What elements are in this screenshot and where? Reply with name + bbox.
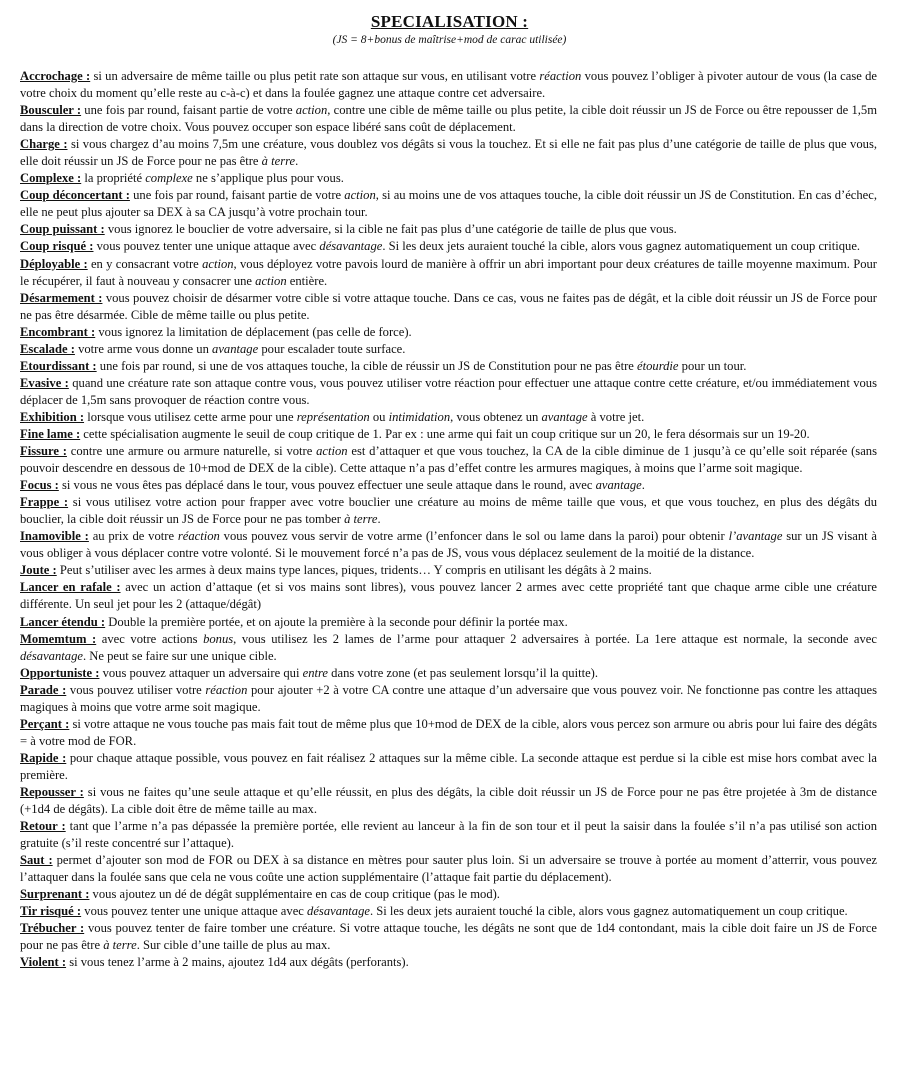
entry-description xyxy=(20,444,877,475)
entry-description xyxy=(20,717,877,748)
specialisation-entry xyxy=(20,903,877,920)
entry-description xyxy=(84,410,644,424)
entry-description xyxy=(97,359,747,373)
description-text: avec votre actions xyxy=(96,631,204,646)
entry-description xyxy=(20,188,877,219)
entry-description xyxy=(93,239,860,253)
description-text: si un adversaire de même taille ou plus petit rate son attaque sur vous, en utilisant votre xyxy=(90,69,540,83)
description-text: pour un tour. xyxy=(678,358,747,373)
emphasis-text: avantage xyxy=(595,478,642,493)
description-text: dans votre zone (et pas seulement lorsqu’il la quitte). xyxy=(328,665,599,680)
description-text: . Si les deux jets auraient touché la cible, alors vous gagnez automatiquement un coup critique. xyxy=(382,239,861,254)
specialisation-entry xyxy=(20,528,877,562)
description-text: une fois par round, faisant partie de votre xyxy=(81,103,296,118)
entry-term: Tir risqué : xyxy=(20,904,82,919)
emphasis-text: avantage xyxy=(212,341,259,356)
description-text: contre une armure ou armure naturelle, si votre xyxy=(66,444,317,459)
description-text: est d’attaquer et que vous touchez, la CA de la cible diminue de 1 jusqu’à ce qu’elle soit réparée (sans pouvoir descendre en dessous de 10+mod de DEX de la cible). Cette attaque n’a pas d’effet contre les armures magiques, à moins que l’arme soit magique. xyxy=(20,444,877,476)
specialisation-entry xyxy=(20,68,877,102)
entry-term: Violent : xyxy=(20,955,67,970)
specialisation-entry xyxy=(20,170,877,187)
specialisation-entry xyxy=(20,920,877,954)
description-text: vous pouvez tenter une unique attaque avec xyxy=(81,904,308,919)
entry-term: Inamovible : xyxy=(20,529,89,544)
description-text: vous pouvez vous servir de votre arme (l’enfoncer dans le sol ou lame dans la paroi) pour obtenir xyxy=(219,529,729,544)
description-text: si vous ne vous êtes pas déplacé dans le tour, vous pouvez effectuer une seule attaque dans le round, avec xyxy=(58,478,596,493)
description-text: . Sur cible d’une taille de plus au max. xyxy=(136,938,331,953)
description-text: vous pouvez choisir de désarmer votre cible si votre attaque touche. Dans ce cas, vous ne faites pas de dégât, et la cible doit réussir un JS de Force pour ne pas être désarmée. Cible de même taille ou plus petite. xyxy=(20,290,877,322)
entry-term: Coup déconcertant : xyxy=(20,188,130,203)
description-text: avec un action d’attaque (et si vos mains sont libres), vous pouvez lancer 2 armes avec cette propriété tant que chaque arme cible une créature différente. Un seul jet pour les 2 (attaque/dégât) xyxy=(20,580,877,612)
entry-description xyxy=(20,257,877,288)
emphasis-text: action xyxy=(344,188,376,203)
description-text: , contre une cible de même taille ou plus petite, la cible doit réussir un JS de Force ou être repousser de 1,5m dans la direction de votre choix. Vous pouvez occuper son espace libéré sans coût de déplacement. xyxy=(20,103,877,135)
entry-description xyxy=(20,137,877,168)
emphasis-text: avantage xyxy=(541,409,588,424)
entry-description xyxy=(20,785,877,816)
description-text: vous pouvez l’obliger à pivoter autour de vous (la case de votre choix du moment qu’elle reste au c-à-c) et dans la foulée gagnez une attaque contre cet adversaire. xyxy=(20,69,877,101)
entry-term: Focus : xyxy=(20,478,59,493)
emphasis-text: action xyxy=(316,444,348,459)
specialisation-entry xyxy=(20,954,877,971)
description-text: si votre attaque ne vous touche pas mais fait tout de même plus que 10+mod de DEX de la cible, alors vous percez son armure ou abris pour lui faire des dégâts = à votre mod de FOR. xyxy=(20,716,877,748)
specialisation-entry xyxy=(20,375,877,409)
description-text: à votre jet. xyxy=(587,409,645,424)
entry-description xyxy=(20,819,877,850)
description-text: une fois par round, si une de vos attaques touche, la cible de réussir un JS de Constitution pour ne pas être xyxy=(96,358,638,373)
description-text: entière. xyxy=(286,273,328,288)
emphasis-text: action xyxy=(255,273,287,288)
description-text: lorsque vous utilisez cette arme pour une xyxy=(84,409,297,424)
entry-term: Coup risqué : xyxy=(20,239,94,254)
emphasis-text: réaction xyxy=(205,682,248,697)
description-text: si vous ne faites qu’une seule attaque et qu’elle réussit, en plus des dégâts, la cible doit réussir un JS de Force pour ne pas être projetée à 3m de distance (+1d4 de dégâts). La cible doit être de même taille au max. xyxy=(20,784,877,817)
entry-term: Evasive : xyxy=(20,375,69,390)
description-text: ou xyxy=(369,409,389,424)
emphasis-text: bonus xyxy=(203,631,234,646)
emphasis-text: à terre xyxy=(103,938,137,953)
description-text: vous pouvez attaquer un adversaire qui xyxy=(99,665,303,680)
entry-term: Saut : xyxy=(20,853,53,868)
description-text: vous pouvez utiliser votre xyxy=(66,682,206,697)
entry-term: Perçant : xyxy=(20,716,70,731)
specialisation-entry xyxy=(20,324,877,341)
description-text: . xyxy=(295,154,299,169)
entry-description xyxy=(20,751,877,782)
specialisation-entry xyxy=(20,443,877,477)
entry-description xyxy=(20,69,877,100)
specialisation-entry xyxy=(20,886,877,903)
specialisation-entry xyxy=(20,341,877,358)
specialisation-entry xyxy=(20,784,877,818)
specialisation-entry xyxy=(20,494,877,528)
description-text: pour ajouter +2 à votre CA contre une attaque d’un adversaire que vous pouvez voir. Ne fonctionne pas contre les attaques magiques à moins que votre arme soit magique. xyxy=(20,682,877,714)
entry-term: Exhibition : xyxy=(20,409,85,424)
description-text: si vous chargez d’au moins 7,5m une créature, vous doublez vos dégâts si vous la touchez. Et si elle ne fait pas plus d’une catégorie de taille de plus que vous, elle doit réussir un JS de Force pour ne pas être xyxy=(20,137,877,169)
emphasis-text: réaction xyxy=(539,69,582,83)
page-subtitle: (JS = 8+bonus de maîtrise+mod de carac utilisée) xyxy=(332,34,567,46)
entry-term: Désarmement : xyxy=(20,290,103,305)
description-text: . Si les deux jets auraient touché la cible, alors vous gagnez automatiquement un coup critique. xyxy=(369,904,848,919)
entry-term: Opportuniste : xyxy=(20,665,100,680)
description-text: . xyxy=(377,512,381,527)
specialisation-entry xyxy=(20,579,877,613)
entry-term: Surprenant : xyxy=(20,887,90,902)
entry-description xyxy=(20,529,877,560)
entry-description xyxy=(20,580,877,611)
page-title: SPECIALISATION : xyxy=(370,12,529,31)
entry-term: Repousser : xyxy=(20,784,84,799)
entry-description xyxy=(75,342,405,356)
entry-description xyxy=(80,427,810,441)
description-text: au prix de votre xyxy=(88,529,178,544)
specialisation-entry xyxy=(20,187,877,221)
entry-description xyxy=(95,325,411,339)
entry-term: Retour : xyxy=(20,819,66,834)
entry-description xyxy=(66,955,409,969)
entry-description xyxy=(105,615,568,629)
description-text: vous pouvez tenter de faire tomber une créature. Si votre attaque touche, les dégâts ne sont que de 1d4 contondant, mais la cible doit faire un JS de Force pour ne pas être xyxy=(20,921,877,953)
description-text: , vous déployez votre pavois lourd de manière à offrir un abri important pour deux créatures de taille moyenne maximum. Pour le récupérer, il faut à nouveau y consacrer une xyxy=(20,256,877,288)
entry-description xyxy=(57,563,652,577)
emphasis-text: étourdie xyxy=(637,358,679,373)
description-text: ne s’applique plus pour vous. xyxy=(192,171,344,186)
entry-term: Joute : xyxy=(20,563,57,578)
description-text: pour chaque attaque possible, vous pouvez en fait réalisez 2 attaques sur la même cible. La seconde attaque est perdue si la cible est mise hors combat avec la première. xyxy=(20,750,877,782)
entry-term: Déployable : xyxy=(20,256,88,271)
emphasis-text: désavantage xyxy=(307,904,370,919)
specialisation-entry xyxy=(20,238,877,255)
description-text: . xyxy=(641,478,645,493)
emphasis-text: à terre xyxy=(344,512,378,527)
entry-description xyxy=(20,495,877,526)
emphasis-text: intimidation xyxy=(388,409,451,424)
entry-description xyxy=(20,853,877,884)
description-text: votre arme vous donne un xyxy=(74,341,213,356)
entry-term: Rapide : xyxy=(20,750,67,765)
emphasis-text: action xyxy=(295,103,328,118)
description-text: , vous obtenez un xyxy=(450,409,542,424)
specialisation-entry xyxy=(20,614,877,631)
entry-term: Trébucher : xyxy=(20,921,85,936)
emphasis-text: à terre xyxy=(261,154,296,169)
specialisation-entry xyxy=(20,562,877,579)
description-text: Double la première portée, et on ajoute la première à la seconde pour définir la portée max. xyxy=(105,614,568,629)
specialisation-list xyxy=(20,68,877,971)
entry-term: Encombrant : xyxy=(20,324,96,339)
entry-description xyxy=(20,632,877,663)
emphasis-text: action xyxy=(202,256,234,271)
entry-description xyxy=(20,683,877,714)
description-text: sur un JS visant à vous obliger à vous déplacer contre votre volonté. Si le mouvement forcé n’a pas de JS, vous vous déplacez seulement de la moitié de la distance. xyxy=(20,529,878,561)
specialisation-entry xyxy=(20,477,877,494)
description-text: , vous utilisez les 2 lames de l’arme pour attaquer 2 adversaires à portée. La 1ere attaque est normale, la seconde avec xyxy=(233,631,877,646)
description-text: vous ajoutez un dé de dégât supplémentaire en cas de coup critique (pas le mod). xyxy=(89,887,500,902)
entry-description xyxy=(81,904,848,918)
emphasis-text: désavantage xyxy=(20,648,83,663)
entry-term: Escalade : xyxy=(20,341,75,356)
specialisation-entry xyxy=(20,426,877,443)
entry-term: Fissure : xyxy=(20,444,67,459)
entry-term: Accrochage : xyxy=(20,69,91,83)
description-text: tant que l’arme n’a pas dépassée la première portée, elle revient au lanceur à la fin de son tour et il peut la saisir dans la foulée s’il n’a pas utilisé son action gratuite (s’il reste concentré sur l’attaque). xyxy=(20,819,877,851)
entry-term: Etourdissant : xyxy=(20,358,97,373)
emphasis-text: l’avantage xyxy=(728,529,783,544)
specialisation-entry xyxy=(20,290,877,324)
entry-term: Frappe : xyxy=(20,495,69,510)
specialisation-entry xyxy=(20,256,877,290)
description-text: Peut s’utiliser avec les armes à deux mains type lances, piques, tridents… Y compris en utilisant les dégâts à 2 mains. xyxy=(56,563,652,578)
entry-description xyxy=(20,291,877,322)
specialisation-entry xyxy=(20,221,877,238)
description-text: vous ignorez la limitation de déplacement (pas celle de force). xyxy=(95,324,412,339)
description-text: si vous tenez l’arme à 2 mains, ajoutez 1d4 aux dégâts (perforants). xyxy=(66,955,409,970)
description-text: permet d’ajouter son mod de FOR ou DEX à sa distance en mètres pour sauter plus loin. Si un adversaire se trouve à portée au moment d’atterrir, vous pouvez l’attaquer dans la foulée sans que cela ne vous coûte une action supplémentaire (l’attaque fait partie du déplacement). xyxy=(20,853,877,885)
description-text: . Ne peut se faire sur une unique cible. xyxy=(82,648,277,663)
entry-description xyxy=(81,171,344,185)
entry-term: Charge : xyxy=(20,137,68,152)
description-text: une fois par round, faisant partie de votre xyxy=(129,188,345,203)
emphasis-text: représentation xyxy=(296,409,370,424)
entry-term: Complexe : xyxy=(20,171,82,186)
description-text: vous ignorez le bouclier de votre adversaire, si la cible ne fait pas plus d’une catégorie de taille de plus que vous. xyxy=(104,222,677,237)
entry-description xyxy=(59,478,645,492)
emphasis-text: réaction xyxy=(177,529,220,544)
entry-term: Fine lame : xyxy=(20,426,81,441)
entry-term: Bousculer : xyxy=(20,103,82,118)
entry-term: Lancer en rafale : xyxy=(20,580,121,595)
entry-description xyxy=(20,376,877,407)
specialisation-entry xyxy=(20,409,877,426)
entry-description xyxy=(89,887,500,901)
entry-term: Momemtum : xyxy=(20,631,97,646)
emphasis-text: désavantage xyxy=(319,239,383,254)
specialisation-entry xyxy=(20,136,877,170)
specialisation-entry xyxy=(20,682,877,716)
specialisation-entry xyxy=(20,665,877,682)
specialisation-entry xyxy=(20,818,877,852)
specialisation-entry xyxy=(20,750,877,784)
description-text: cette spécialisation augmente le seuil de coup critique de 1. Par ex : une arme qui fait un coup critique sur un 20, le fera désormais sur un 19-20. xyxy=(80,426,810,441)
description-text: la propriété xyxy=(81,171,146,186)
entry-description xyxy=(99,666,598,680)
emphasis-text: entre xyxy=(302,665,329,680)
description-text: quand une créature rate son attaque contre vous, vous pouvez utiliser votre réaction pour effectuer une attaque contre cette créature, et/ou immédiatement vous déplacer de 1,5m sans provoquer de réaction contre vous. xyxy=(20,375,877,407)
entry-description xyxy=(105,222,677,236)
specialisation-entry xyxy=(20,852,877,886)
specialisation-entry xyxy=(20,102,877,136)
specialisation-entry xyxy=(20,358,877,375)
entry-term: Lancer étendu : xyxy=(20,614,106,629)
description-text: si vous utilisez votre action pour frapper avec votre bouclier une créature au moins de même taille que vous, et que vous touchez, en plus des dégâts du bouclier, la cible doit réussir un JS de Force pour ne pas tomber xyxy=(20,495,877,527)
entry-term: Coup puissant : xyxy=(20,222,105,237)
emphasis-text: complexe xyxy=(145,171,193,186)
description-text: en y consacrant votre xyxy=(87,256,203,271)
specialisation-entry xyxy=(20,631,877,665)
entry-description xyxy=(20,921,877,952)
description-text: pour escalader toute surface. xyxy=(258,341,406,356)
entry-term: Parade : xyxy=(20,682,67,697)
description-text: vous pouvez tenter une unique attaque avec xyxy=(93,239,320,254)
specialisation-entry xyxy=(20,716,877,750)
description-text: , si au moins une de vos attaques touche, la cible doit réussir un JS de Constitution. En cas d’échec, elle ne peut plus ajouter sa DEX à sa CA jusqu’à votre prochain tour. xyxy=(20,188,878,220)
entry-description xyxy=(20,103,877,134)
